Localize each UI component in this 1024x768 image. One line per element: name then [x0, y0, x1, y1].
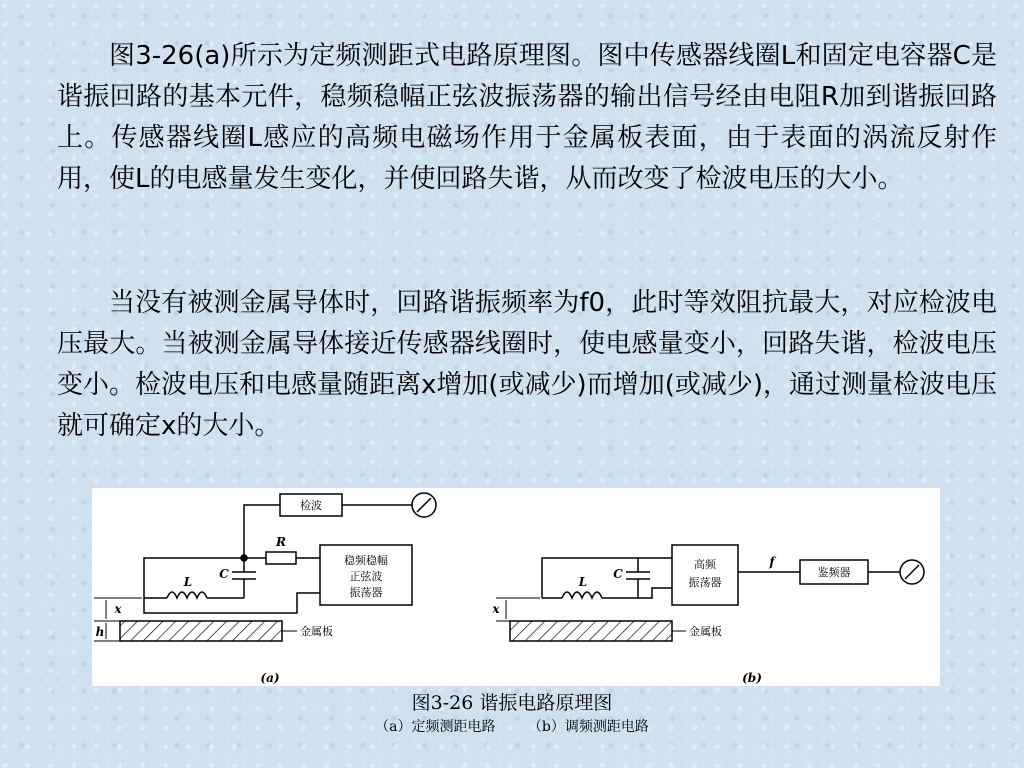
- oscillator-b-box: [672, 545, 738, 605]
- paragraph-working-principle: 当没有被测金属导体时，回路谐振频率为f0，此时等效阻抗最大，对应检波电压最大。当被测金属导体接近传感器线圈时，使电感量变小，回路失谐，检波电压变小。检波电压和电感量随距离x增加(或减少)而增加(或减少)，通过测量检波电压就可确定x的大小。: [57, 288, 997, 441]
- meter-b-needle: [905, 565, 919, 579]
- frequency-label: f: [769, 555, 775, 569]
- meter-a-needle: [417, 498, 431, 512]
- panel-b-label: (b): [742, 671, 762, 685]
- inductor-b-label: L: [578, 575, 588, 589]
- wire-b-top: [542, 558, 638, 598]
- oscillator-b-line2: 振荡器: [688, 576, 722, 589]
- inductor-b: [562, 592, 602, 598]
- wire-a-detector: [244, 505, 280, 558]
- circuit-diagram: [92, 488, 940, 686]
- diagram-b-labels: [491, 555, 850, 685]
- distance-b-label: x: [492, 602, 500, 616]
- oscillator-a-line1: 稳频稳幅: [344, 554, 388, 567]
- oscillator-b-line1: 高频: [694, 558, 716, 571]
- plate-a-label: 金属板: [300, 625, 333, 638]
- capacitor-a-label: C: [219, 567, 229, 581]
- wire-b-osc-return: [638, 588, 672, 598]
- circuit-figure: [92, 488, 940, 686]
- metal-plate-a: [120, 621, 282, 641]
- resistor-label: R: [276, 535, 286, 549]
- inductor-a-label: L: [183, 575, 193, 589]
- thickness-a-label: h: [95, 625, 105, 639]
- paragraph-fixed-frequency: 图3-26(a)所示为定频测距式电路原理图。图中传感器线圈L和固定电容器C是谐振回路的基本元件，稳频稳幅正弦波振荡器的输出信号经由电阻R加到谐振回路上。传感器线圈L感应的高频电磁场作用于金属板表面，由于表面的涡流反射作用，使L的电感量发生变化，并使回路失谐，从而改变了检波电压的大小。: [57, 41, 997, 194]
- wire-a-return: [144, 593, 320, 613]
- metal-plate-b: [510, 621, 672, 641]
- detector-label: 检波: [300, 499, 322, 512]
- figure-caption: 图3-26 谐振电路原理图: [411, 692, 613, 714]
- diagram-a: [94, 493, 436, 641]
- figure-subcaptions: [0, 716, 1024, 736]
- plate-b-label: 金属板: [689, 625, 722, 638]
- subcaption-a: （a）定频测距电路: [375, 719, 496, 735]
- inductor-a: [167, 592, 207, 598]
- resistor-a: [266, 552, 296, 564]
- distance-a-label: x: [114, 602, 122, 616]
- oscillator-a-line3: 振荡器: [349, 586, 383, 599]
- oscillator-a-line2: 正弦波: [349, 570, 383, 583]
- subcaption-b: （b）调频测距电路: [527, 719, 649, 735]
- capacitor-b-label: C: [613, 567, 623, 581]
- panel-a-label: (a): [260, 671, 280, 685]
- diagram-a-labels: [96, 498, 388, 685]
- discriminator-label: 鉴频器: [817, 566, 851, 579]
